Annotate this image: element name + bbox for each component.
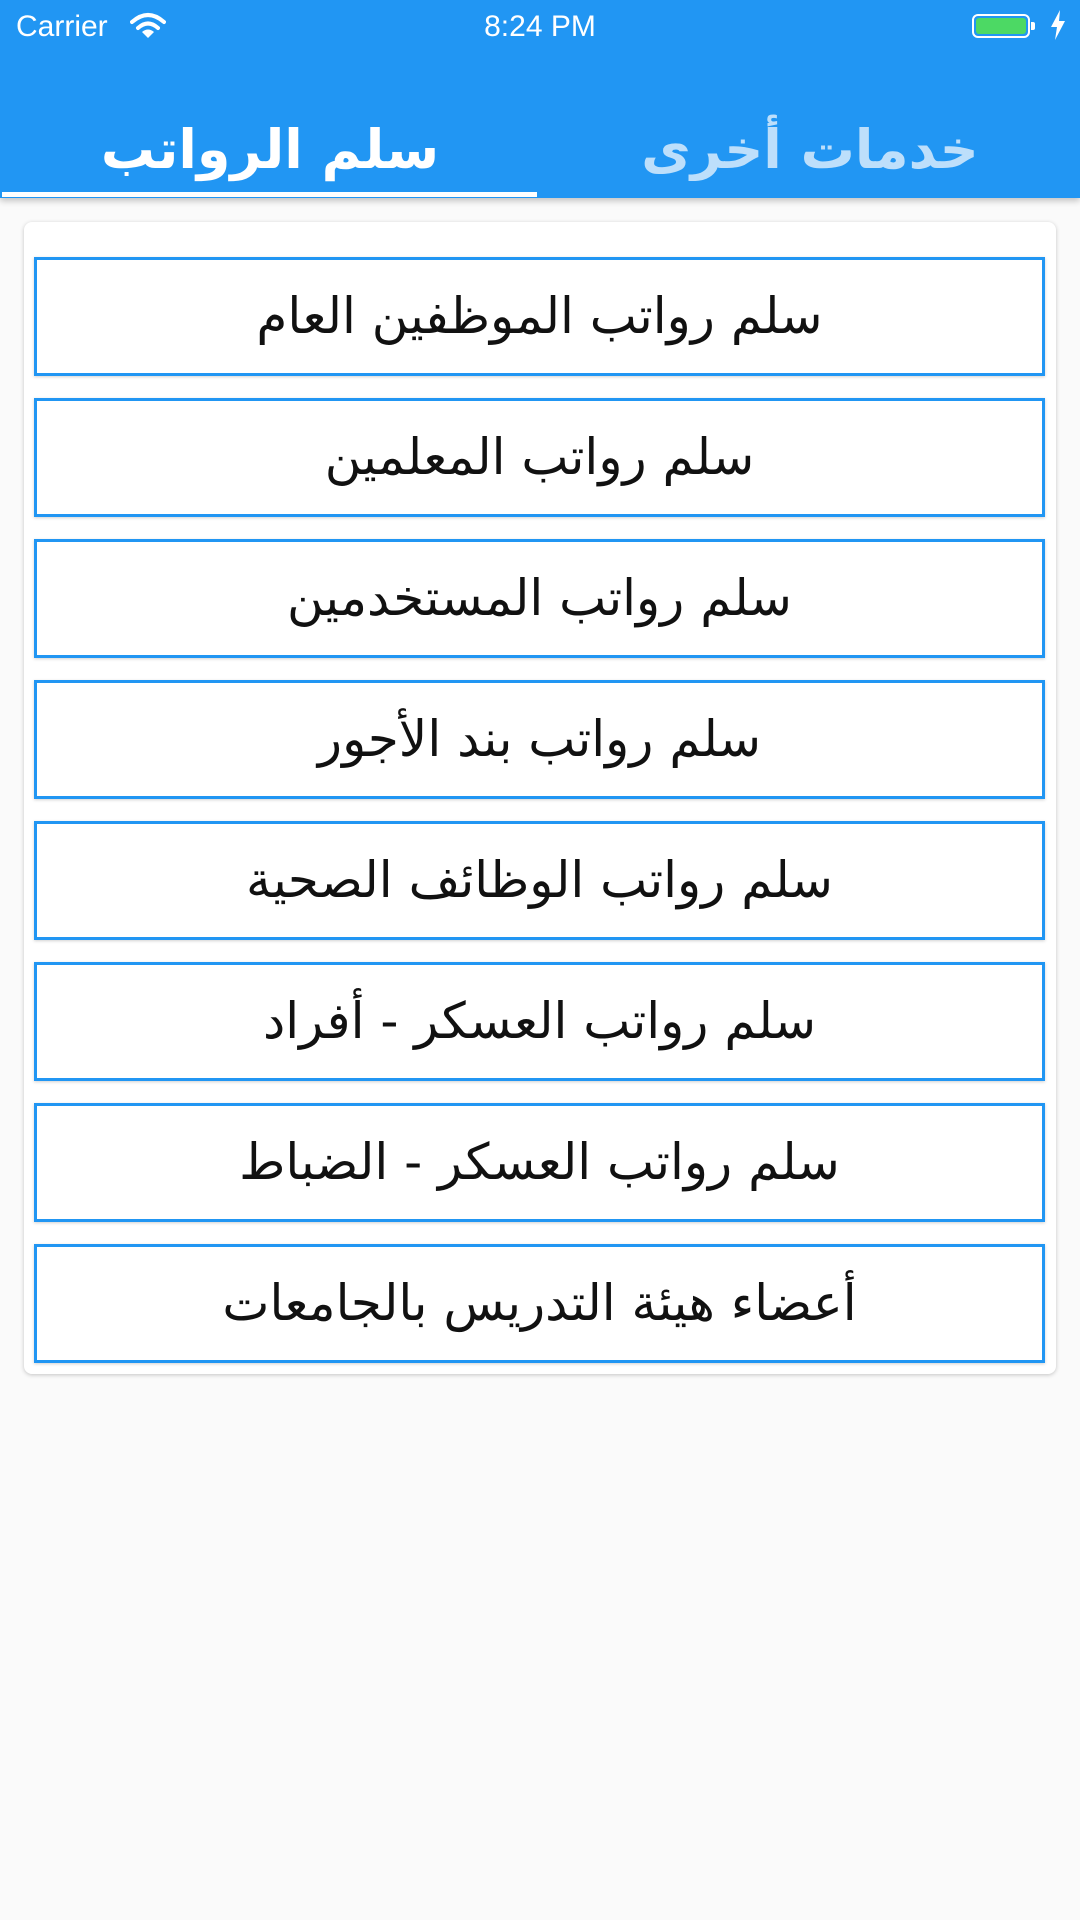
battery-cap <box>1031 22 1035 30</box>
battery-level <box>976 18 1026 34</box>
scale-item-wages[interactable]: سلم رواتب بند الأجور <box>34 680 1045 799</box>
tab-indicator <box>2 192 537 197</box>
scale-item-workers[interactable]: سلم رواتب المستخدمين <box>34 539 1045 658</box>
scale-item-university-faculty[interactable]: أعضاء هيئة التدريس بالجامعات <box>34 1244 1045 1363</box>
status-time: 8:24 PM <box>484 10 596 43</box>
scale-item-military-individuals[interactable]: سلم رواتب العسكر - أفراد <box>34 962 1045 1081</box>
tab-other-services[interactable]: خدمات أخرى <box>641 118 979 181</box>
status-bar <box>0 0 1080 54</box>
battery-icon <box>972 14 1030 38</box>
scale-item-general-employees[interactable]: سلم رواتب الموظفين العام <box>34 257 1045 376</box>
charging-bolt-icon <box>1050 10 1066 48</box>
app-bar <box>0 0 1080 198</box>
tab-salary-scales[interactable]: سلم الرواتب <box>100 118 440 181</box>
tab-bar <box>0 110 1080 198</box>
scale-item-military-officers[interactable]: سلم رواتب العسكر - الضباط <box>34 1103 1045 1222</box>
scale-item-teachers[interactable]: سلم رواتب المعلمين <box>34 398 1045 517</box>
scale-item-health-jobs[interactable]: سلم رواتب الوظائف الصحية <box>34 821 1045 940</box>
carrier-label: Carrier <box>16 10 108 43</box>
salary-scales-card <box>24 222 1056 1374</box>
